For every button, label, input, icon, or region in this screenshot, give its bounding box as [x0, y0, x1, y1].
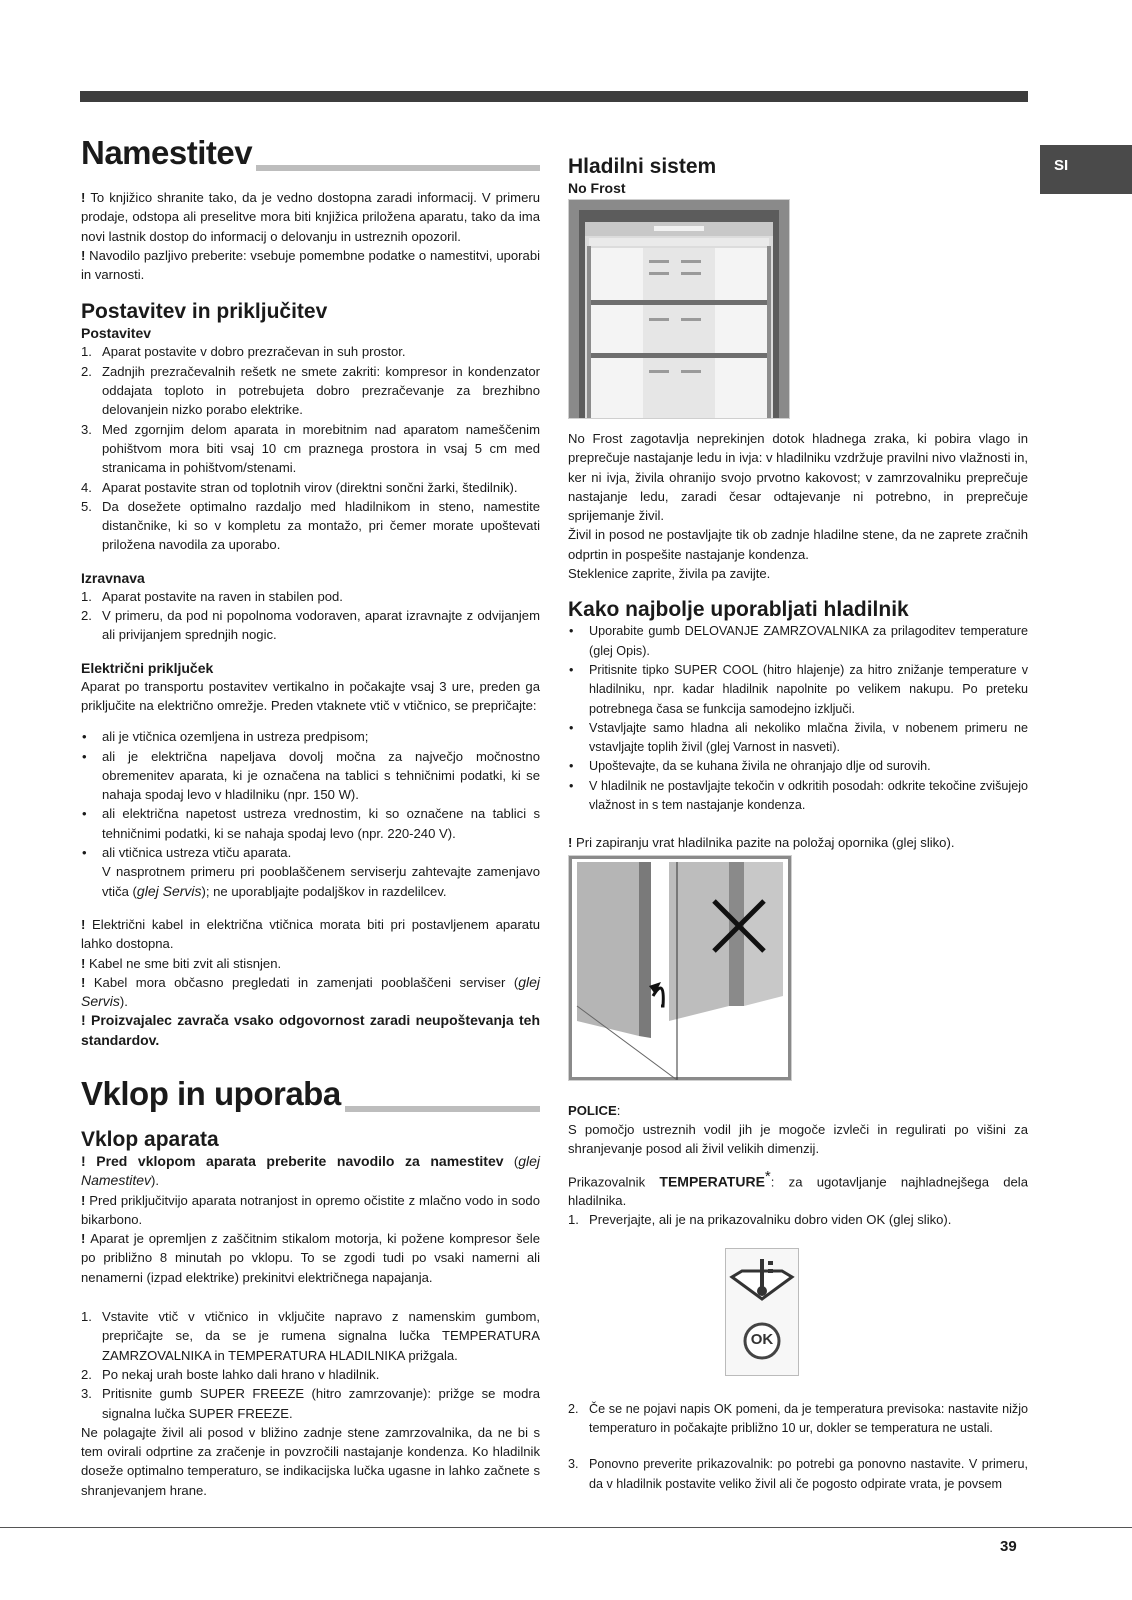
door-position-illustration [568, 855, 792, 1081]
list-item: 4. Aparat postavite stran od toplotnih virov (direktni sončni žarki, štedilnik). [81, 479, 518, 495]
izravnava-list [81, 587, 540, 645]
list-item: 2. Če se ne pojavi napis OK pomeni, da je temperatura previsoka: nastavite nižjo temperaturo in počakajte približno 10 ur, dokler se temperatura ne ustali. [568, 1401, 1028, 1436]
police-paragraph: S pomočjo ustreznih vodil jih je mogoče izvleči in regulirati po višini za shranjevanje posod ali živil velikih dimenzij. [568, 1121, 1028, 1157]
temperature-list-3 [568, 1455, 1028, 1494]
heading-vklop-aparata: Vklop aparata [81, 1127, 219, 1151]
temperature-ok-indicator [725, 1248, 799, 1376]
vklop-paragraph-1: ! Pred priključitvijo aparata notranjost in opremo očistite z mlačno vodo in sodo bikarbono. [81, 1192, 540, 1227]
no-frost-fridge-illustration [568, 199, 790, 419]
list-item: 3. Ponovno preverite prikazovalnik: po potrebi ga ponovno nastavite. V primeru, da v hladilnik postavite veliko živil ali če pogosto odpirate vrata, je povsem [568, 1457, 1028, 1491]
temperature-list-1 [568, 1210, 1028, 1229]
heading-izravnava: Izravnava [81, 569, 145, 586]
list-item: 3. Med zgornjim delom aparata in morebitnim nad aparatom nameščenim pohištvom mora biti vsaj 10 cm praznega prostora in vsaj 5 cm med stranicama in pohištvom/stenami. [81, 421, 540, 476]
list-item: • Vstavljajte samo hladna ali nekoliko mlačna živila, v nobenem primeru ne vstavljajte toplih živil (glej Varnost in nasveti). [568, 719, 1028, 758]
bottom-rule [0, 1527, 1132, 1528]
heading-postavitev: Postavitev [81, 325, 152, 342]
list-item: • ali električna napetost ustreza vrednostim, ki so označene na tablici s tehničnimi podatki, ki se nahaja spodaj levo (npr. 220-240 V). [81, 804, 540, 843]
kako-bullet-list [568, 622, 1028, 815]
list-item: 1. Aparat postavite na raven in stabilen pod. [81, 588, 343, 604]
heading-postavitev-prikljucitev: Postavitev in priključitev [81, 300, 328, 324]
list-item: • Uporabite gumb DELOVANJE ZAMRZOVALNIKA za prilagoditev temperature (glej Opis). [568, 622, 1028, 661]
list-item: 1. Vstavite vtič v vtičnico in vključite napravo z namenskim gumbom, prepričajte se, da se je rumena signalna lučka TEMPERATURA ZAMRZOVALNIKA in TEMPERATURA HLADILNIKA prižgala. [81, 1309, 540, 1363]
temperature-indicator-icon [726, 1249, 798, 1375]
ok-label: OK [750, 1330, 774, 1348]
intro-paragraph-1: ! To knjižico shranite tako, da je vedno dostopna zaradi informacij. V primeru prodaje, odstopa ali preselitve mora biti knjižica priložena aparatu, tako da ima novi lastnik dostop do informacij o delovanju in ustreznih opozoril. [81, 190, 540, 244]
warning-1: ! Električni kabel in električna vtičnica morata biti pri postavljenem aparatu lahko dostopna. [81, 916, 541, 952]
warning-4: ! Proizvajalec zavrača vsako odgovornost zaradi neupoštevanja teh standardov. [81, 1012, 540, 1048]
elektricni-bullet-list [81, 727, 540, 862]
no-frost-paragraph-2: Živil in posod ne postavljajte tik ob zadnje hladilne stene, da ne zaprete zračnih odprtin in pospešite nastajanje kondenza. [568, 527, 1028, 562]
list-item: • ali vtičnica ustreza vtiču aparata. [81, 843, 540, 862]
heading-hladilni-sistem: Hladilni sistem [568, 155, 717, 178]
list-item: • ali je električna napeljava dovolj močna za največjo močnostno obremenitev aparata, ki je označena na tablici s tehničnimi podatki, ki se nahaja spodaj levo v hladilniku (npr. 150 W). [81, 747, 540, 805]
vklop-list [81, 1307, 540, 1423]
heading-elektricni-prikljucek: Električni priključek [81, 659, 214, 676]
right-column [568, 155, 1028, 1494]
no-frost-paragraph-1: No Frost zagotavlja neprekinjen dotok hladnega zraka, ki pobira vlago in preprečuje nastajanje ledu in ivja: v hladilniku vzdržuje pravilni nivo vlažnosti in, ker ni ivja, živila ohranijo svojo prvotno kakovost; v zamrzovalniku preprečuje nastajanje ledu, zaradi česar odtajevanje ni potrebno, in preprečuje sprijemanje živil. [568, 431, 1028, 524]
door-note: ! Pri zapiranju vrat hladilnika pazite na položaj opornika (glej sliko). [568, 835, 955, 851]
heading-kako-uporabljati: Kako najbolje uporabljati hladilnik [568, 598, 909, 622]
page-number: 39 [1000, 1538, 1017, 1555]
list-item: 2. Po nekaj urah boste lahko dali hrano v hladilnik. [81, 1366, 380, 1382]
elektricni-paragraph: Aparat po transportu postavitev vertikalno in počakajte vsaj 3 ure, preden ga priključite na električno omrežje. Preden vtaknete vtič v vtičnico, se prepričajte: [81, 678, 540, 713]
fridge-interior-image [569, 200, 789, 418]
list-item: 3. Pritisnite gumb SUPER FREEZE (hitro zamrzovanje): prižge se modra signalna lučka SUPER FREEZE. [81, 1386, 540, 1421]
list-item: 2. V primeru, da pod ni popolnoma vodoraven, aparat izravnajte z odvijanjem ali privijanjem sprednjih nogic. [81, 608, 540, 643]
list-item: • Pritisnite tipko SUPER COOL (hitro hlajenje) za hitro znižanje temperature v hladilniku, npr. kadar hladilnik napolnite po velikem nakupu. Po preteku potrebnega časa se funkcija samodejno izključi. [568, 661, 1028, 719]
intro-paragraph-2: ! Navodilo pazljivo preberite: vsebuje pomembne podatke o namestitvi, uporabi in varnosti. [81, 247, 541, 283]
warning-3: ! Kabel mora občasno pregledati in zamenjati pooblaščeni serviser (glej Servis). [81, 973, 540, 1010]
no-frost-paragraph-3: Steklenice zaprite, živila pa zavijte. [568, 566, 771, 582]
heading-no-frost: No Frost [568, 180, 626, 196]
list-item: • ali je vtičnica ozemljena in ustreza predpisom; [81, 727, 540, 746]
list-item: 5. Da dosežete optimalno razdaljo med hladilnikom in steno, namestite distančnike, ki so v kompletu za montažo, pri čemer morate upoštevati priložena navodila za uporabo. [81, 498, 540, 553]
postavitev-list [81, 342, 540, 554]
warning-2: ! Kabel ne sme biti zvit ali stisnjen. [81, 955, 282, 971]
list-item: 1. Aparat postavite v dobro prezračevan in suh prostor. [81, 344, 406, 360]
top-rule [80, 91, 1028, 102]
temperature-list-2 [568, 1400, 1028, 1439]
elektricni-continuation: V nasprotnem primeru pri pooblaščenem serviserju zahtevajte zamenjavo vtiča (glej Servis); ne uporabljajte podaljškov in razdelilcev. [102, 864, 540, 899]
list-item: • Upoštevajte, da se kuhana živila ne ohranjajo dlje od surovih. [568, 757, 1028, 776]
list-item: 1. Preverjajte, ali je na prikazovalniku dobro viden OK (glej sliko). [568, 1212, 952, 1228]
section-title-vklop-uporaba: Vklop in uporaba [81, 1074, 540, 1114]
temperature-paragraph: Prikazovalnik TEMPERATURE*: za ugotavljanje najhladnejšega dela hladilnika. [568, 1167, 1028, 1209]
list-item: • V hladilnik ne postavljajte tekočin v odkritih posodah: odkrite tekočine zvišujejo vlažnost in s tem nastajanje kondenza. [568, 777, 1028, 816]
vklop-final-paragraph: Ne polagajte živil ali posod v bližino zadnje stene zamrzovalnika, da ne bi s tem ovirali odprtine za zračenje in povzročili nastajanje kondenza. Ko hladilnik doseže optimalno temperaturo, se indikacijska lučka ugasne in lahko začnete s shranjevanjem hrane. [81, 1424, 540, 1498]
left-column [81, 133, 540, 1500]
language-tab: SI [1040, 145, 1132, 194]
section-title-namestitev: Namestitev [81, 133, 540, 173]
police-section: POLICE: [568, 1102, 621, 1118]
door-hinge-image [569, 856, 791, 1080]
list-item: 2. Zadnjih prezračevalnih rešetk ne smete zakriti: kompresor in kondenzator oddajata toploto in potrebujeta dobro prezračevanje za brezhibno delovanjein nizko porabo elektrike. [81, 363, 540, 418]
vklop-paragraph-2: ! Aparat je opremljen z zaščitnim stikalom motorja, ki požene kompresor šele po približno 8 minutah po vklopu. To se zgodi tudi po vsaki namerni ali nenamerni (izpad elektrike) prekinitvi električnega napajanja. [81, 1231, 540, 1285]
vklop-warning: ! Pred vklopom aparata preberite navodilo za namestitev (glej Namestitev). [81, 1152, 541, 1189]
